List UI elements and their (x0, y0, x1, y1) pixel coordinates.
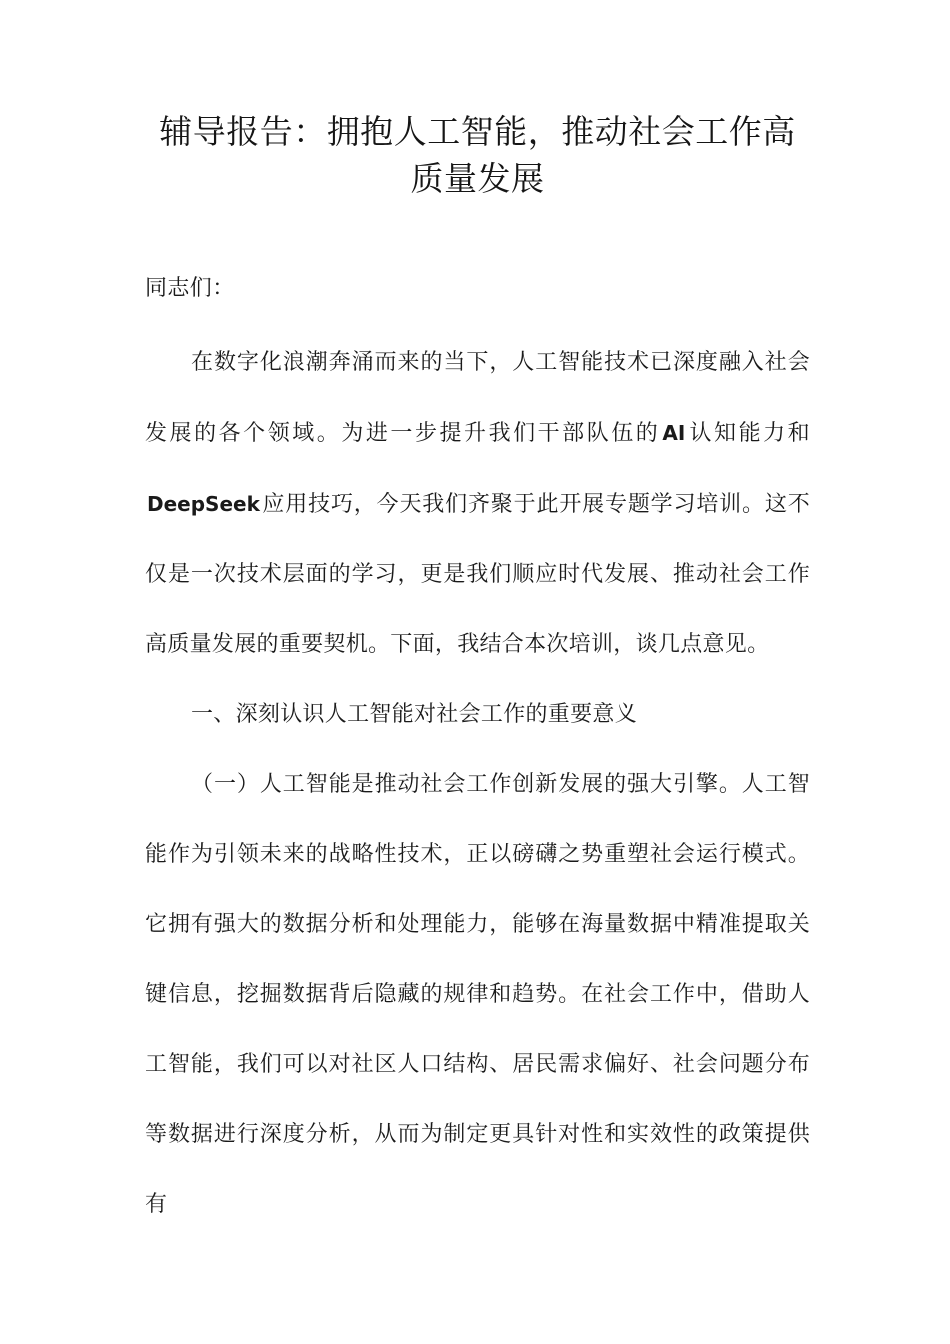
paragraph-section-1-item-1: （一）人工智能是推动社会工作创新发展的强大引擎。人工智能作为引领未来的战略性技术，正以磅礴之势重塑社会运行模式。它拥有强大的数据分析和处理能力，能够在海量数据中精准提取关键信息，挖掘数据背后隐藏的规律和趋势。在社会工作中，借助人工智能，我们可以对社区人口结构、居民需求偏好、社会问题分布等数据进行深度分析，从而为制定更具针对性和实效性的政策提供有 (145, 772, 810, 1217)
page-title: 辅导报告：拥抱人工智能，推动社会工作高质量发展 (159, 112, 796, 198)
paragraph-text-segment: 认知能力和 (687, 421, 810, 446)
term-deepseek: DeepSeek (147, 492, 260, 516)
paragraph-text-segment: 应用技巧，今天我们齐聚于此开展专题学习培训。这不仅是一次技术层面的学习，更是我们顺应时代发展、推动社会工作高质量发展的重要契机。下面，我结合本次培训，谈几点意见。 (145, 492, 810, 657)
document-body (145, 0, 810, 1240)
salutation: 同志们： (145, 276, 235, 301)
section-heading-1: 一、深刻认识人工智能对社会工作的重要意义 (191, 702, 638, 727)
term-ai: AI (662, 421, 686, 445)
paragraph-text-segment: 在数字化浪潮奔涌而来的当下，人工智能技术已深度融入社会发展的各个领域。为进一步提升我们干部队伍的 (145, 350, 810, 446)
paragraph-intro (145, 328, 810, 680)
